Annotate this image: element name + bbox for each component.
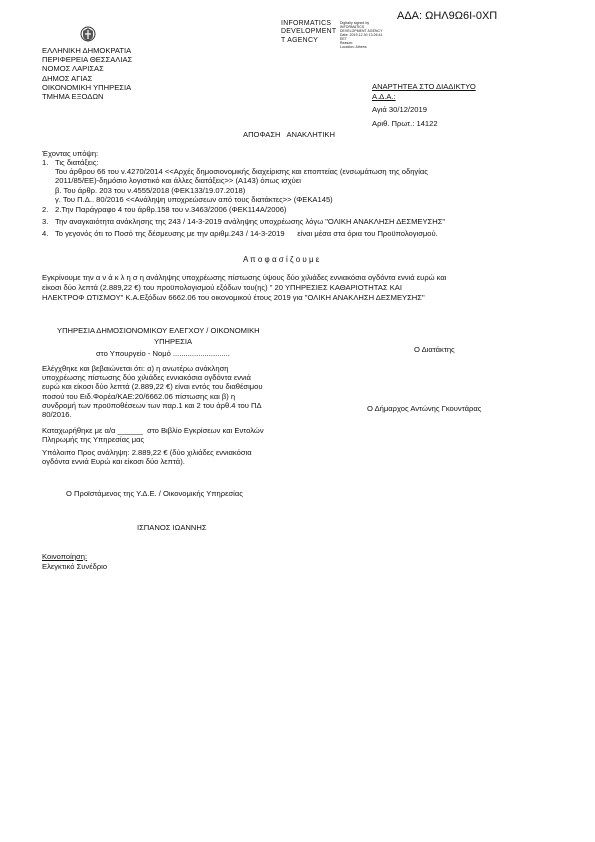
service-title-2: ΥΠΗΡΕΣΙΑ	[154, 337, 193, 346]
sig-detail: EET	[340, 37, 347, 41]
list-item	[42, 176, 562, 185]
check-text	[42, 364, 263, 419]
check-line: συνδρομή των προϋποθέσεων των παρ.1 και 2 του άρθ.4 του ΠΔ	[42, 400, 262, 410]
considerations-list	[42, 158, 562, 239]
ada-code: ΑΔΑ: ΩΗΛ9Ω6Ι-0ΧΠ	[397, 10, 498, 22]
entry-text	[42, 426, 264, 444]
remaining-text	[42, 448, 252, 466]
head-of-service: Ο Προϊστάμενος της Υ.Δ.Ε. / Οικονομικής Υπηρεσίας	[66, 489, 243, 498]
sig-detail: INFORMATICS	[340, 25, 365, 29]
remaining-line: ογδόντα εννιά Ευρώ και είκοσι δύο λεπτά).	[42, 457, 185, 467]
notify-recipient: Ελεγκτικό Συνέδριο	[42, 562, 108, 571]
issuer-line: ΤΜΗΜΑ ΕΞΟΔΩΝ	[42, 92, 104, 102]
list-item	[42, 195, 562, 204]
decision-line: Εγκρίνουμε την α ν ά κ λ η σ η ανάληψης υποχρέωσης πίστωσης ύψους δύο χιλιάδες εννιακόσια ογδόντα εννιά ευρώ και	[42, 273, 447, 282]
issuer-line: ΟΙΚΟΝΟΜΙΚΗ ΥΠΗΡΕΣΙΑ	[42, 82, 132, 92]
mayor-name: Ο Δήμαρχος Αντώνης Γκουντάρας	[367, 404, 482, 413]
protocol-number: Αριθ. Πρωτ.: 14122	[372, 118, 438, 128]
document-date: Αγιά 30/12/2019	[372, 105, 427, 115]
check-line: ευρώ και είκοσι δύο λεπτά (2.889,22 €) είναι εντός του διαθέσιμου	[42, 382, 263, 392]
item-number: 4.	[42, 229, 49, 239]
entry-line: Πληρωμής της Υπηρεσίας μας	[42, 435, 145, 445]
signer-line-2: DEVELOPMENT	[281, 28, 337, 36]
considering-label: Έχοντας υπόψη:	[42, 149, 99, 158]
item-number: 1.	[42, 158, 49, 167]
posting-note: ΑΝΑΡΤΗΤΕΑ ΣΤΟ ΔΙΑΔΙΚΤΥΟ	[372, 82, 476, 91]
list-item	[42, 158, 562, 167]
sig-detail: Reason:	[340, 41, 354, 45]
issuer-line: ΠΕΡΙΦΕΡΕΙΑ ΘΕΣΣΑΛΙΑΣ	[42, 55, 133, 65]
signer-line-3: T AGENCY	[281, 36, 319, 44]
list-item	[42, 229, 562, 238]
item-text: Το γεγονός ότι το Ποσό της δέσμευσης με την αριθμ.243 / 14-3-2019 είναι μέσα στα όρια του Προϋπολογισμού.	[55, 229, 438, 239]
decision-title: ΑΠΟΦΑΣΗ ΑΝΑΚΛΗΤΙΚΗ	[243, 130, 335, 139]
service-title: ΥΠΗΡΕΣΙΑ ΔΗΜΟΣΙΟΝΟΜΙΚΟΥ ΕΛΕΓΧΟΥ / ΟΙΚΟΝΟΜΙΚΗ	[57, 326, 260, 335]
decision-line: ΗΛΕΚΤΡΟΦ ΩΤΙΣΜΟΥ" Κ.Α.Εξόδων 6662.06 του οικονομικού έτους 2019 για "ΟΛΙΚΗ ΑΝΑΚΛΗΣΗ ΔΕΣΜΕΥΣΗΣ"	[42, 293, 425, 303]
item-text: Την αναγκαιότητα ανάκλησης της 243 / 14-3-2019 ανάληψης υποχρέωσης λόγω "ΟΛΙΚΗ ΑΝΑΚΛΗΣΗ ΔΕΣΜΕΥΣΗΣ"	[55, 217, 446, 227]
notify-label: Κοινοποίηση:	[42, 552, 88, 561]
decision-line: είκοσι δύο λεπτά (2.889,22 €) του προϋπολογισμού εξόδων του(ης) " 20 ΥΠΗΡΕΣΙΕΣ ΚΑΘΑΡΙΟΤΗΤΑΣ ΚΑΙ	[42, 283, 402, 293]
item-number: 2.	[42, 205, 49, 215]
coat-of-arms-icon	[80, 25, 96, 43]
check-line: ποσού του Ειδ.Φορέα/ΚΑΕ:20/6662.06 πίστωσης και β) η	[42, 391, 236, 401]
check-line: υποχρέωσης πίστωσης δύο χιλιάδες εννιακόσια ογδόντα εννιά	[42, 373, 251, 383]
ministry-line: στο Υπουργείο - Νομό ...........................	[96, 349, 230, 358]
list-item	[42, 186, 562, 195]
entry-line: Καταχωρήθηκε με α/α ______ στο Βιβλίο Εγκρίσεων και Εντολών	[42, 426, 264, 435]
item-text: γ. Του Π.Δ.. 80/2016 <<Ανάληψη υποχρεώσεων από τους διατάκτες>> (ΦΕΚΑ145)	[55, 194, 333, 204]
decide-title: Α π ο φ α σ ί ζ ο υ μ ε	[243, 255, 320, 264]
remaining-line: Υπόλοιπο Προς ανάληψη: 2.889,22 € (δύο χιλιάδες εννιακόσια	[42, 448, 252, 457]
signature-details	[340, 21, 383, 49]
check-line: Ελέγχθηκε και βεβαιώνεται ότι: α) η ανωτέρω ανάκληση	[42, 364, 229, 373]
issuer-line: ΝΟΜΟΣ ΛΑΡΙΣΑΣ	[42, 64, 104, 74]
right-meta	[372, 82, 476, 128]
sig-detail: DEVELOPMENT AGENCY	[340, 29, 383, 33]
check-line: 80/2016.	[42, 410, 72, 420]
item-text: Τις διατάξεις:	[55, 158, 99, 167]
item-text: β. Του άρθρ. 203 του ν.4555/2018 (ΦΕΚ133/19.07.2018)	[55, 185, 246, 195]
sig-detail: Date: 2019.12.30 13:26:41	[340, 33, 383, 37]
item-text: 2011/85/ΕΕ)-δημόσιο λογιστικό και άλλες διατάξεις>> (Α143) όπως ισχύει	[55, 176, 301, 186]
list-item	[42, 167, 562, 176]
authorizer-title: Ο Διατάκτης	[414, 345, 455, 354]
item-number: 3.	[42, 217, 49, 227]
list-item	[42, 217, 562, 226]
head-name: ΙΣΠΑΝΟΣ ΙΩΑΝΝΗΣ	[137, 523, 207, 532]
issuer-line: ΕΛΛΗΝΙΚΗ ΔΗΜΟΚΡΑΤΙΑ	[42, 46, 132, 55]
issuer-block	[42, 46, 132, 101]
list-item	[42, 205, 562, 214]
item-text: Του άρθρου 66 του ν.4270/2014 <<Αρχές δημοσιονομικής διαχείρισης και εποπτείας (ενσωμάτωση της οδηγίας	[55, 167, 428, 177]
issuer-line: ΔΗΜΟΣ ΑΓΙΑΣ	[42, 73, 93, 83]
signer-line-1: INFORMATICS	[281, 20, 332, 27]
item-text: 2.Την Παράγραφο 4 του άρθρ.158 του ν.3463/2006 (ΦΕΚ114Α/2006)	[55, 205, 287, 215]
sig-detail: Location: Athens	[340, 45, 367, 49]
sig-detail: Digitally signed by	[340, 21, 370, 25]
decision-body	[42, 273, 557, 303]
signature-block	[281, 20, 336, 45]
ada-label: Α.Δ.Α.:	[372, 92, 396, 102]
